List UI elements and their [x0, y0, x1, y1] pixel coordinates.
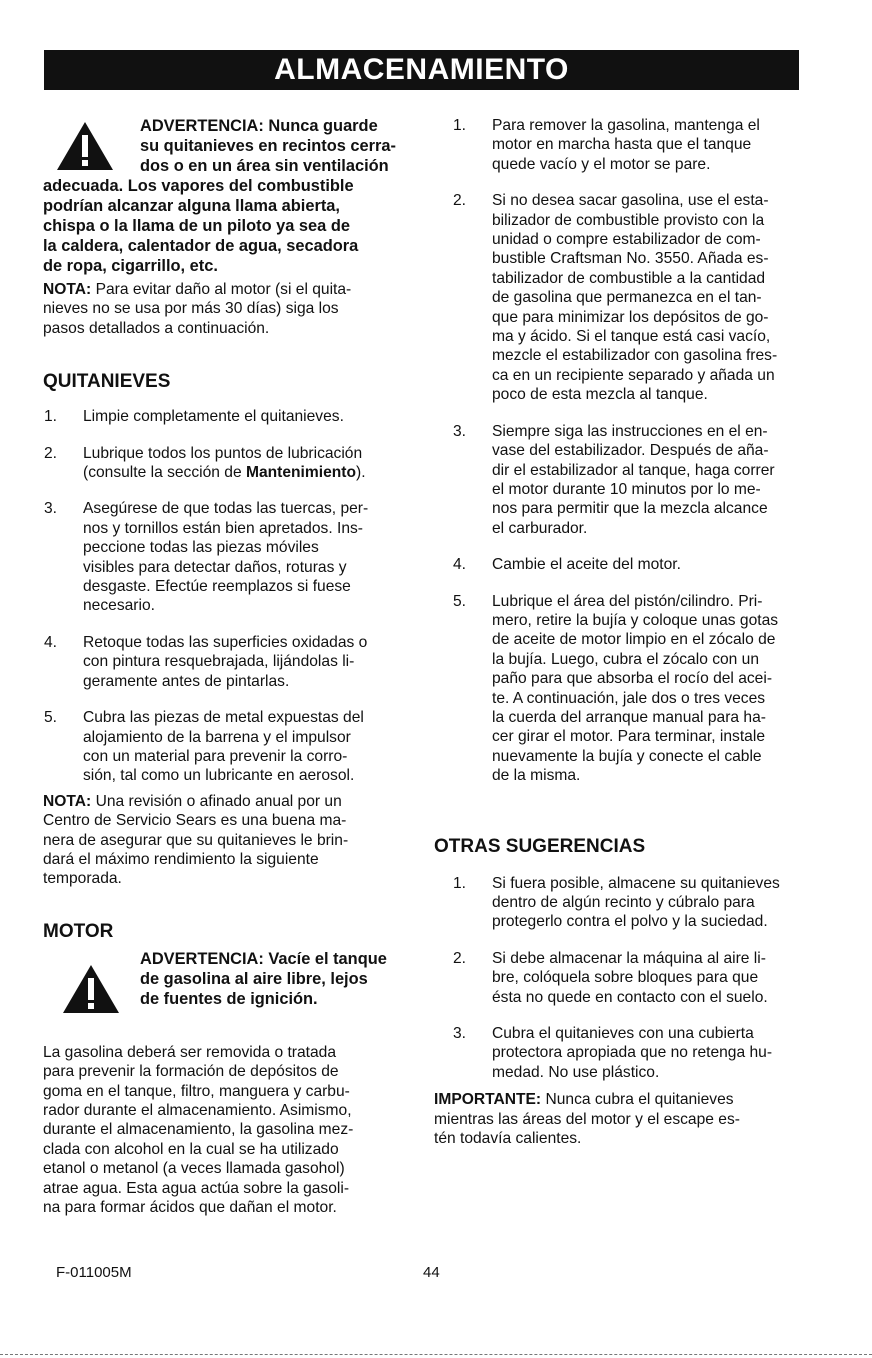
page-title-banner: ALMACENAMIENTO [44, 50, 799, 90]
note-text: pasos detallados a continuación. [43, 319, 270, 337]
important-label: IMPORTANTE: [434, 1091, 542, 1109]
quitanieves-steps [43, 407, 418, 786]
list-item: 5. Lubrique el área del pistón/cilindro. Pri- mero, retire la bujía y coloque unas gotas de aceite de motor limpio en el zócalo de la bujía. Luego, cubra el zócalo con un paño para que absorba el rocío del acei- te. A continuación, jale dos o tres veces la cuerda del arranque manual para ha- cer girar el motor. Para terminar, instale nuevamente la bujía y conecte el cable de la misma. [453, 592, 779, 785]
warning-line: su quitanieves en recintos cerra- [140, 137, 396, 155]
page-number: 44 [423, 1264, 440, 1281]
section-heading-quitanieves: QUITANIEVES [43, 371, 171, 393]
motor-paragraph: La gasolina deberá ser removida o tratada para prevenir la formación de depósitos de goma en el tanque, filtro, manguera y carbu- rador durante el almacenamiento. Asimismo, durante el almacenamiento, la gasolina mez- clada con alcohol en la cual se ha utilizado etanol o metanol (a veces llamada gasohol) atrae agua. Esta agua actúa sobre la gasoli- na para formar ácidos que dañan el motor. [43, 1043, 354, 1216]
list-item: 4. Retoque todas las superficies oxidadas o con pintura resquebrajada, lijándolas li- geramente antes de pintarlas. [44, 633, 368, 690]
right-column [434, 116, 839, 1148]
important-note: IMPORTANTE: Nunca cubra el quitanieves mientras las áreas del motor y el escape es- tén todavía calientes. [434, 1091, 740, 1148]
list-item: 2. Si debe almacenar la máquina al aire li- bre, colóquela sobre bloques para que ésta no quede en contacto con el suelo. [453, 949, 768, 1006]
warning-triangle-icon [61, 963, 121, 1015]
note-paragraph: NOTA: Una revisión o afinado anual por un Centro de Servicio Sears es una buena ma- nera de asegurar que su quitanieves le brin- dará el máximo rendimiento la siguiente temporada. [43, 792, 349, 888]
warning-line: adecuada. Los vapores del combustible [43, 177, 354, 195]
motor-warning: ADVERTENCIA: Vacíe el tanque de gasolina al aire libre, lejos de fuentes de ignición. [43, 949, 418, 1027]
list-item: 4. Cambie el aceite del motor. [453, 556, 681, 574]
note-text: Para evitar daño al motor (si el quita- [95, 281, 352, 298]
section-heading-otras-sugerencias: OTRAS SUGERENCIAS [434, 835, 646, 857]
list-item: 1. Si fuera posible, almacene su quitanieves dentro de algún recinto y cúbralo para protegerlo contra el polvo y la suciedad. [453, 874, 780, 931]
note-label: NOTA: [43, 792, 92, 810]
section-heading-motor: MOTOR [43, 920, 114, 942]
list-item: 3. Siempre siga las instrucciones en el en- vase del estabilizador. Después de aña- dir el estabilizador al tanque, haga correr el motor durante 10 minutos por lo me- nos para permitir que la mezcla alcance el carburador. [453, 422, 775, 537]
motor-steps [452, 116, 839, 786]
left-column [43, 116, 418, 1217]
note-label: NOTA: [43, 281, 92, 298]
list-item: 2. Lubrique todos los puntos de lubricación (consulte la sección de Mantenimiento). [44, 444, 366, 482]
list-item: 2. Si no desea sacar gasolina, use el esta- bilizador de combustible provisto con la unidad o compre estabilizador de com- bustible Craftsman No. 3550. Añada es- tabilizador de combustible a la cantidad de gasolina que permanezca en el tan- que para minimizar los depósitos de go- ma y ácido. Si el tanque está casi vacío, mezcle el estabilizador con gasolina fres- ca en un recipiente separado y añada un poco de esta mezcla al tanque. [453, 192, 778, 404]
otras-sugerencias-list [452, 874, 839, 1083]
warning-triangle-icon [55, 120, 115, 172]
warning-line: chispa o la llama de un piloto ya sea de [43, 217, 350, 235]
list-item: 3. Asegúrese de que todas las tuercas, per- nos y tornillos están bien apretados. Ins- peccione todas las piezas móviles visibles para detectar daños, roturas y desgaste. Efectúe reemplazos si fuese necesario. [44, 500, 369, 615]
page-edge-rule [0, 1354, 872, 1355]
storage-warning [43, 116, 418, 276]
document-code: F-011005M [56, 1264, 132, 1281]
list-item: 1. Limpie completamente el quitanieves. [44, 408, 344, 426]
note-paragraph [43, 280, 418, 338]
warning-line: podrían alcanzar alguna llama abierta, [43, 197, 340, 215]
warning-line: dos o en un área sin ventilación [140, 157, 389, 175]
warning-line: de ropa, cigarrillo, etc. [43, 257, 218, 275]
note-text: nieves no se usa por más 30 días) siga los [43, 300, 339, 318]
list-item: 3. Cubra el quitanieves con una cubierta protectora apropiada que no retenga hu- medad. No use plástico. [453, 1025, 773, 1081]
list-item: 5. Cubra las piezas de metal expuestas del alojamiento de la barrena y el impulsor con un material para prevenir la corro- sión, tal como un lubricante en aerosol. [44, 709, 364, 785]
warning-line: la caldera, calentador de agua, secadora [43, 237, 359, 255]
warning-line: ADVERTENCIA: Nunca guarde [140, 117, 378, 135]
list-item: 1. Para remover la gasolina, mantenga el motor en marcha hasta que el tanque quede vacío y el motor se pare. [453, 117, 760, 173]
